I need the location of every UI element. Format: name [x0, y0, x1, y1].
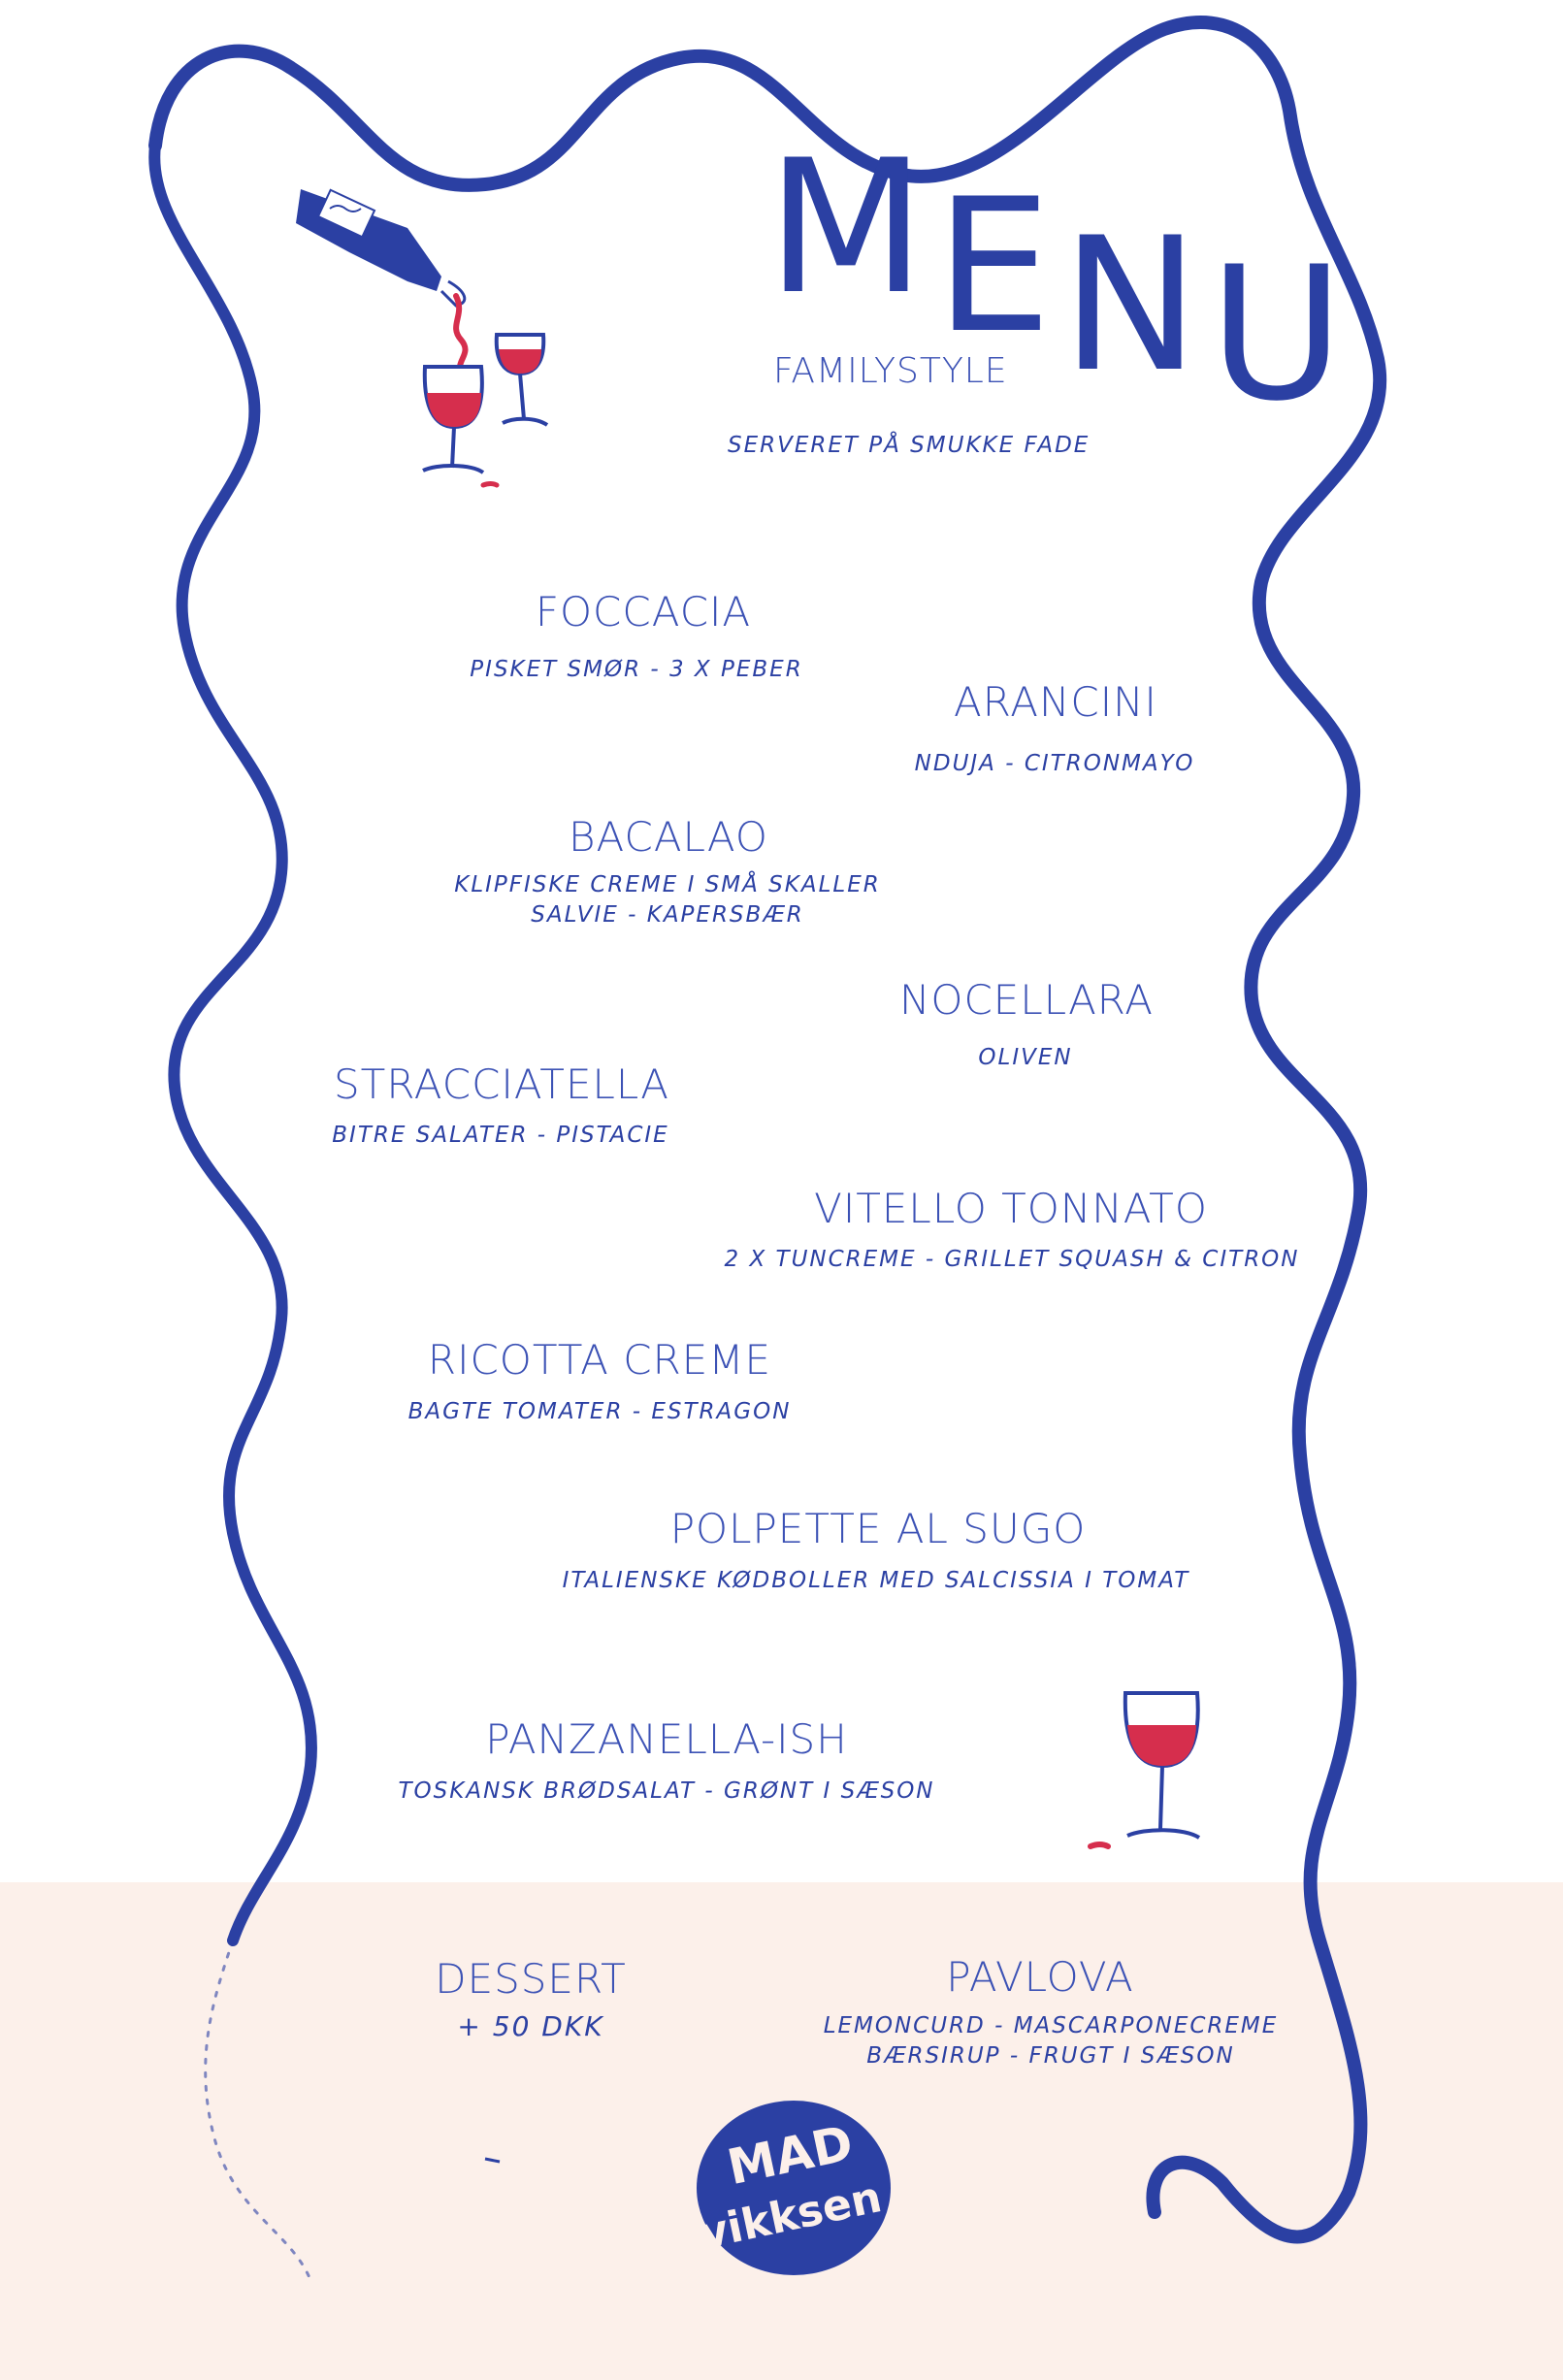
svg-text:vikksen: vikksen	[695, 2172, 887, 2260]
dish-desc-foccacia: PISKET SMØR - 3 X PEBER	[470, 657, 803, 682]
dish-name-polpette: POLPETTE AL SUGO	[669, 1505, 1087, 1552]
dish-desc-bacalao-1: KLIPFISKE CREME I SMÅ SKALLER	[454, 872, 881, 897]
dish-desc-arancini: NDUJA - CITRONMAYO	[914, 751, 1195, 776]
dish-name-vitello-tonnato: VITELLO TONNATO	[814, 1185, 1208, 1232]
subtitle-familystyle: FAMILYSTYLE	[773, 351, 1008, 391]
dish-desc-panzanella: TOSKANSK BRØDSALAT - GRØNT I SÆSON	[398, 1778, 935, 1804]
dish-name-stracciatella: STRACCIATELLA	[334, 1060, 669, 1108]
menu-title-letter-u: U	[1209, 227, 1354, 441]
dish-name-pavlova: PAVLOVA	[946, 1953, 1134, 2001]
menu-title-letter-e: E	[934, 159, 1061, 374]
wine-glass-icon	[423, 367, 483, 473]
svg-text:MAD: MAD	[722, 2114, 859, 2197]
dish-name-panzanella: PANZANELLA-ISH	[485, 1715, 848, 1763]
wine-glass-icon	[1125, 1693, 1199, 1838]
dessert-label: DESSERT	[435, 1955, 627, 2003]
menu-title-letter-m: M	[766, 120, 935, 335]
dish-desc-polpette: ITALIENSKE KØDBOLLER MED SALCISSIA I TOMAT	[562, 1568, 1190, 1593]
dish-desc-pavlova-1: LEMONCURD - MASCARPONECREME	[823, 2013, 1279, 2038]
dish-desc-bacalao-2: SALVIE - KAPERSBÆR	[531, 902, 804, 928]
brand-logo	[692, 2096, 895, 2280]
dish-desc-stracciatella: BITRE SALATER - PISTACIE	[332, 1123, 669, 1148]
dish-name-arancini: ARANCINI	[954, 678, 1157, 726]
wine-glass-icon	[497, 335, 547, 425]
dessert-price: + 50 DKK	[457, 2010, 604, 2042]
wine-bottle-icon	[296, 189, 465, 306]
dish-name-foccacia: FOCCACIA	[535, 588, 752, 636]
dish-desc-vitello-tonnato: 2 X TUNCREME - GRILLET SQUASH & CITRON	[724, 1247, 1300, 1272]
tagline: SERVERET PÅ SMUKKE FADE	[728, 433, 1091, 458]
dish-name-nocellara: NOCELLARA	[898, 976, 1155, 1024]
dish-desc-pavlova-2: BÆRSIRUP - FRUGT I SÆSON	[866, 2043, 1235, 2069]
dish-desc-nocellara: OLIVEN	[978, 1045, 1073, 1070]
dish-name-ricotta-creme: RICOTTA CREME	[427, 1336, 772, 1384]
dish-name-bacalao: BACALAO	[569, 813, 768, 861]
dish-desc-ricotta-creme: BAGTE TOMATER - ESTRAGON	[407, 1399, 792, 1424]
menu-title-letter-n: N	[1061, 198, 1210, 412]
